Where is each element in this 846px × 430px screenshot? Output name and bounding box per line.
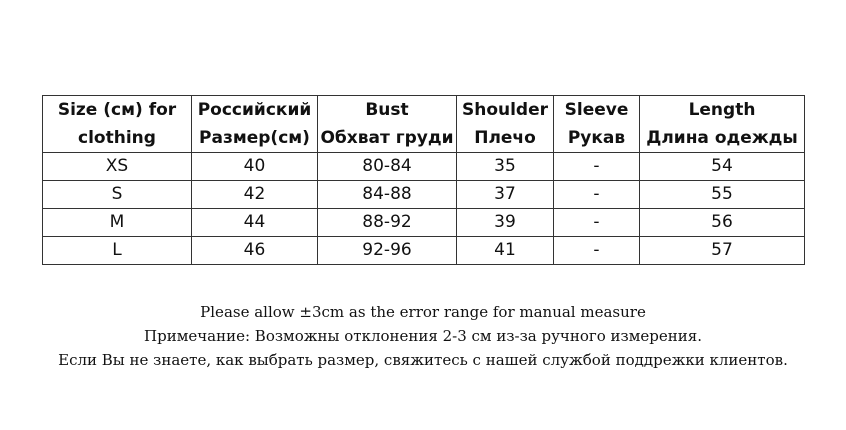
cell-bust: 88-92 — [318, 209, 457, 237]
cell-size: S — [43, 181, 192, 209]
table-row — [43, 153, 805, 181]
header-bust-line2: Обхват груди — [320, 128, 454, 148]
cell-russian-size: 44 — [192, 209, 318, 237]
table-row — [43, 209, 805, 237]
cell-bust: 84-88 — [318, 181, 457, 209]
cell-shoulder: 41 — [457, 237, 554, 265]
header-length-line1: Length — [688, 100, 756, 120]
cell-russian-size: 40 — [192, 153, 318, 181]
cell-length: 55 — [640, 181, 805, 209]
header-sleeve-line2: Рукав — [567, 128, 626, 148]
header-shoulder-line2: Плечо — [474, 128, 536, 148]
cell-shoulder: 39 — [457, 209, 554, 237]
cell-bust: 92-96 — [318, 237, 457, 265]
cell-sleeve: - — [554, 209, 640, 237]
cell-shoulder: 35 — [457, 153, 554, 181]
header-russian-size — [192, 96, 318, 153]
cell-length: 54 — [640, 153, 805, 181]
header-size-line2: clothing — [78, 128, 156, 148]
header-russian-size-line1: Российский — [197, 100, 312, 120]
note-error-range: Please allow ±3cm as the error range for manual measure — [200, 303, 646, 321]
cell-russian-size: 42 — [192, 181, 318, 209]
cell-size: L — [43, 237, 192, 265]
cell-length: 56 — [640, 209, 805, 237]
header-length — [640, 96, 805, 153]
cell-russian-size: 46 — [192, 237, 318, 265]
note-error-range-russian: Примечание: Возможны отклонения 2-3 см из-за ручного измерения. — [144, 327, 702, 345]
cell-size: M — [43, 209, 192, 237]
header-bust-line1: Bust — [365, 100, 409, 120]
header-bust — [318, 96, 457, 153]
cell-sleeve: - — [554, 181, 640, 209]
header-length-line2: Длина одежды — [646, 128, 798, 148]
header-shoulder-line1: Shoulder — [461, 100, 549, 120]
header-sleeve — [554, 96, 640, 153]
table-header-row — [43, 96, 805, 153]
header-shoulder — [457, 96, 554, 153]
cell-length: 57 — [640, 237, 805, 265]
header-size-line1: Size (см) for — [57, 100, 177, 120]
header-sleeve-line1: Sleeve — [564, 100, 629, 120]
cell-shoulder: 37 — [457, 181, 554, 209]
header-russian-size-line2: Размер(см) — [199, 128, 310, 148]
cell-sleeve: - — [554, 237, 640, 265]
table-row — [43, 181, 805, 209]
cell-bust: 80-84 — [318, 153, 457, 181]
cell-size: XS — [43, 153, 192, 181]
note-contact-support: Если Вы не знаете, как выбрать размер, свяжитесь с нашей службой поддрежки клиентов. — [58, 351, 788, 369]
measurement-notes — [0, 300, 846, 372]
header-size — [43, 96, 192, 153]
size-chart-table — [42, 95, 805, 265]
cell-sleeve: - — [554, 153, 640, 181]
table-row — [43, 237, 805, 265]
